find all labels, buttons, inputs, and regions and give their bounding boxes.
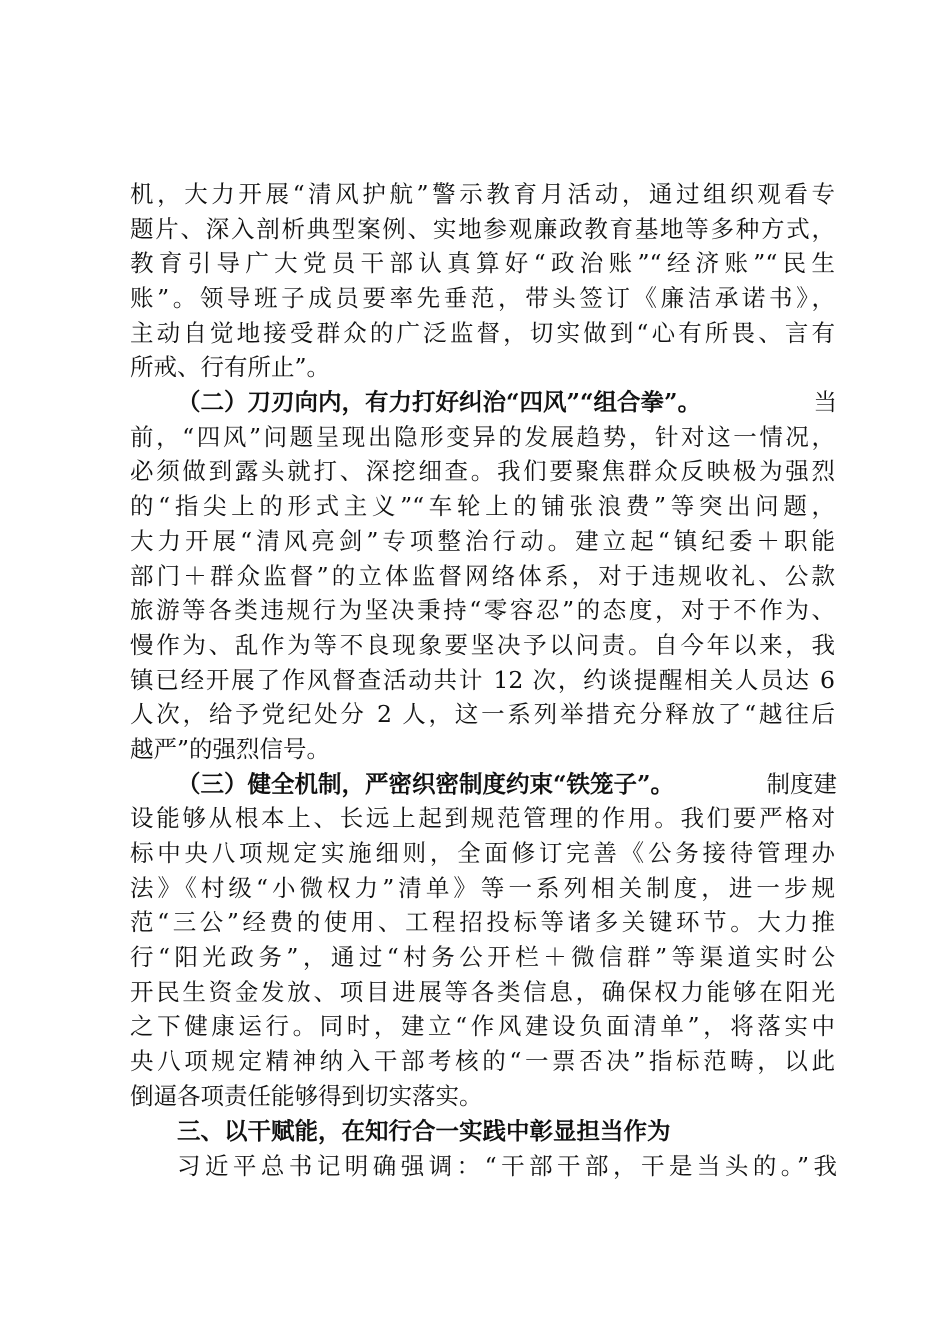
- body-line: 的“指尖上的形式主义”“车轮上的铺张浪费”等突出问题，: [130, 492, 835, 520]
- body-line: 范“三公”经费的使用、工程招投标等诸多关键环节。大力推: [130, 908, 835, 936]
- body-line: 机，大力开展“清风护航”警示教育月活动，通过组织观看专: [130, 180, 835, 208]
- subheading-2: （二）刀刃向内，有力打好纠治“四风”“组合拳”。: [177, 388, 702, 416]
- body-line: 题片、深入剖析典型案例、实地参观廉政教育基地等多种方式，: [130, 215, 835, 243]
- body-line: 法》《村级“小微权力”清单》等一系列相关制度，进一步规: [130, 874, 835, 902]
- subheading-line: [177, 767, 837, 801]
- body-line: 账”。领导班子成员要率先垂范，带头签订《廉洁承诺书》，: [130, 284, 835, 312]
- body-line: 习近平总书记明确强调：“干部干部，干是当头的。”我: [177, 1152, 837, 1180]
- body-line: 镇已经开展了作风督查活动共计 12 次，约谈提醒相关人员达 6: [130, 666, 835, 694]
- subheading-line: [177, 385, 837, 419]
- body-line: 越严”的强烈信号。: [130, 735, 331, 763]
- body-line: 倒逼各项责任能够得到切实落实。: [130, 1082, 483, 1110]
- body-line: 主动自觉地接受群众的广泛监督，切实做到“心有所畏、言有: [130, 319, 835, 347]
- body-line: 必须做到露头就打、深挖细查。我们要聚焦群众反映极为强烈: [130, 457, 835, 485]
- body-line: 慢作为、乱作为等不良现象要坚决予以问责。自今年以来，我: [130, 631, 835, 659]
- body-line: 之下健康运行。同时，建立“作风建设负面清单”，将落实中: [130, 1012, 835, 1040]
- body-line: 行“阳光政务”，通过“村务公开栏＋微信群”等渠道实时公: [130, 943, 835, 971]
- body-line: 央八项规定精神纳入干部考核的“一票否决”指标范畴，以此: [130, 1047, 835, 1075]
- body-line: 前，“四风”问题呈现出隐形变异的发展趋势，针对这一情况，: [130, 423, 835, 451]
- body-line: 开民生资金发放、项目进展等各类信息，确保权力能够在阳光: [130, 978, 835, 1006]
- body-line: 人次，给予党纪处分 2 人，这一系列举措充分释放了“越往后: [130, 700, 835, 728]
- body-line: 教育引导广大党员干部认真算好“政治账”“经济账”“民生: [130, 249, 835, 277]
- body-text: 当: [813, 388, 837, 416]
- body-line: 部门＋群众监督”的立体监督网络体系，对于违规收礼、公款: [130, 562, 835, 590]
- body-text: 制度建: [766, 770, 837, 798]
- section-heading-3: 三、以干赋能，在知行合一实践中彰显担当作为: [177, 1117, 671, 1145]
- body-line: 标中央八项规定实施细则，全面修订完善《公务接待管理办: [130, 839, 835, 867]
- body-line: 大力开展“清风亮剑”专项整治行动。建立起“镇纪委＋职能: [130, 527, 835, 555]
- body-line: 设能够从根本上、长远上起到规范管理的作用。我们要严格对: [130, 804, 835, 832]
- subheading-3: （三）健全机制，严密织密制度约束“铁笼子”。: [177, 770, 675, 798]
- body-line: 所戒、行有所止”。: [130, 353, 331, 381]
- body-line: 旅游等各类违规行为坚决秉持“零容忍”的态度，对于不作为、: [130, 596, 835, 624]
